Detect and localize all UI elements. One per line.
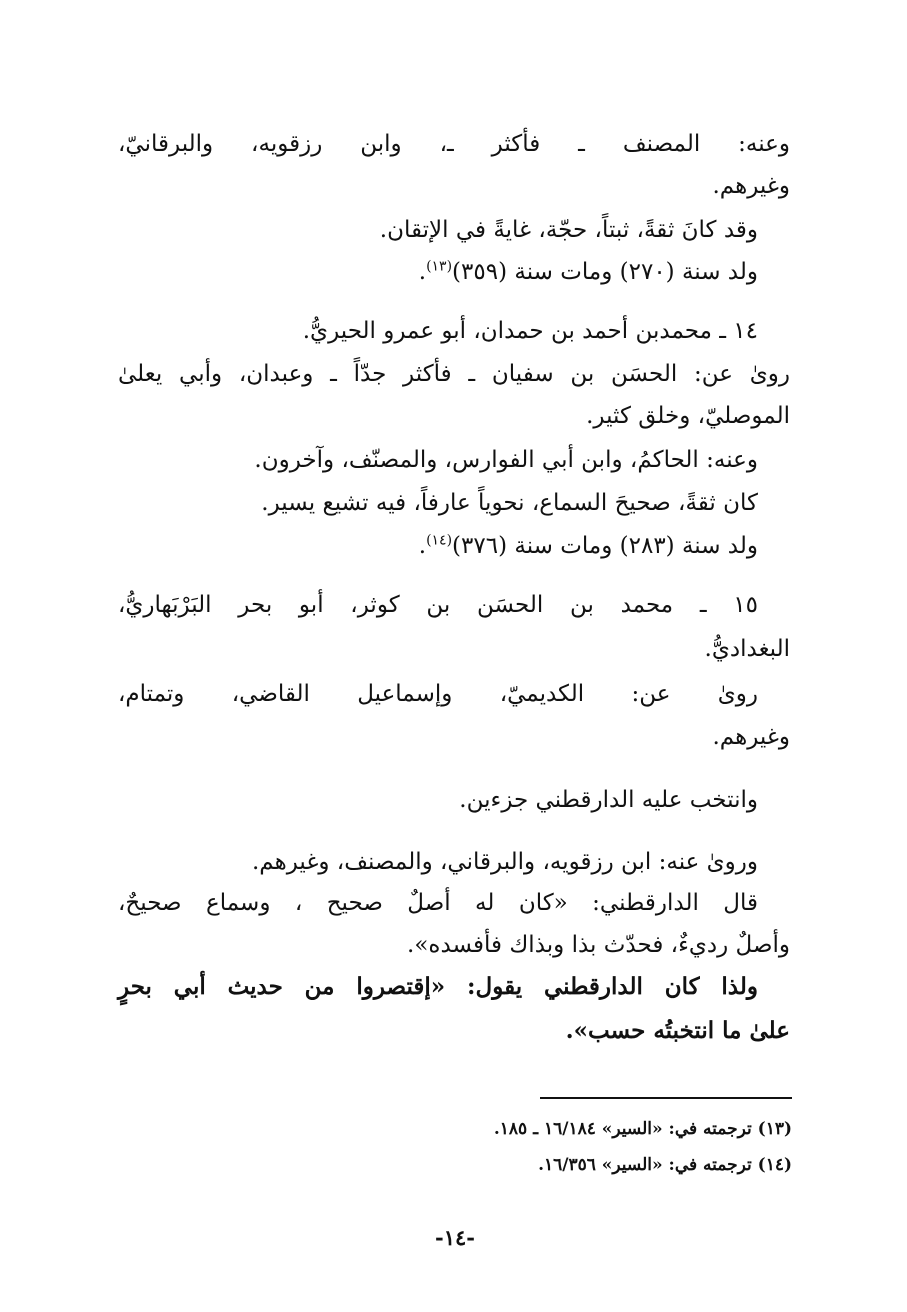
text-line: كان ثقةً، صحيحَ السماع، نحوياً عارفاً، فيه تشيع يسير. <box>261 490 758 516</box>
text-line: وعنه: الحاكمُ، وابن أبي الفوارس، والمصنّف، وآخرون. <box>254 447 758 473</box>
text-line: روىٰ عن: الحسَن بن سفيان ـ فأكثر جدّاً ـ وعبدان، وأبي يعلىٰ <box>118 361 790 387</box>
text-line: وروىٰ عنه: ابن رزقويه، والبرقاني، والمصنف، وغيرهم. <box>251 849 758 875</box>
text-line: وقد كانَ ثقةً، ثبتاً، حجّة، غايةً في الإتقان. <box>379 217 758 243</box>
text-line: وعنه: المصنف ـ فأكثر ـ، وابن رزقويه، والبرقانيّ، <box>118 131 790 157</box>
text-line: قال الدارقطني: «كان له أصلٌ صحيح ، وسماع صحيحٌ، <box>118 890 758 916</box>
footnote-ref: (١٣) <box>426 258 453 275</box>
text-line: علىٰ ما انتخبتُه حسب». <box>565 1017 790 1044</box>
text-line-with-footnote-ref <box>118 527 758 565</box>
text-line: وأصلٌ رديءٌ، فحدّث بذا وبذاك فأفسده». <box>407 932 790 958</box>
text-line: البغداديُّ. <box>704 636 790 662</box>
text-line: الموصليّ، وخلق كثير. <box>586 403 790 429</box>
sentence-end: . <box>418 259 427 285</box>
footnote-separator <box>540 1097 792 1099</box>
footnote: (١٣) ترجمته في: «السير» ١٦/١٨٤ ـ ١٨٥. <box>493 1119 792 1139</box>
entry-heading: ١٤ ـ محمدبن أحمد بن حمدان، أبو عمرو الحيريُّ. <box>302 318 758 344</box>
text-line: روىٰ عن: الكديميّ، وإسماعيل القاضي، وتمتام، <box>118 681 758 707</box>
text-run: ولد سنة (٢٨٣) ومات سنة (٣٧٦) <box>452 533 758 559</box>
text-line: ولذا كان الدارقطني يقول: «إقتصروا من حديث أبي بحرٍ <box>118 973 758 1000</box>
text-line: وانتخب عليه الدارقطني جزءين. <box>459 787 758 813</box>
text-run: ولد سنة (٢٧٠) ومات سنة (٣٥٩) <box>452 259 758 285</box>
text-line: وغيرهم. <box>712 173 790 199</box>
footnote: (١٤) ترجمته في: «السير» ١٦/٣٥٦. <box>538 1155 792 1175</box>
text-line-with-footnote-ref <box>118 253 758 291</box>
entry-heading: ١٥ ـ محمد بن الحسَن بن كوثر، أبو بحر البَرْبَهاريُّ، <box>118 592 758 618</box>
sentence-end: . <box>418 533 427 559</box>
page-number: -١٤- <box>435 1225 475 1250</box>
text-line: وغيرهم. <box>712 724 790 750</box>
footnote-ref: (١٤) <box>426 532 453 549</box>
